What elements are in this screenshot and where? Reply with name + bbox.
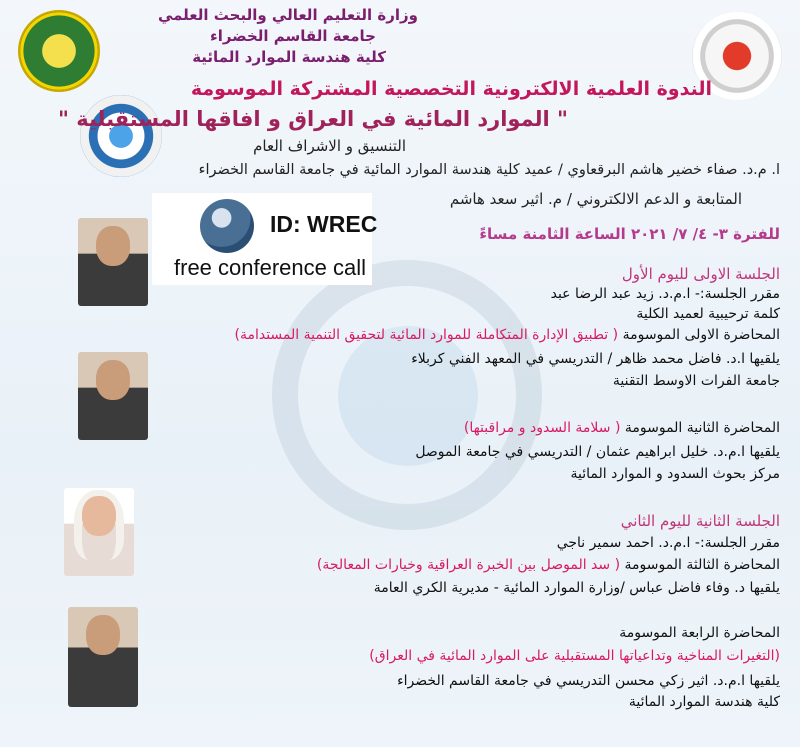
- day1-welcome: كلمة ترحيبية لعميد الكلية: [636, 306, 780, 322]
- speaker-photo-3: [64, 488, 134, 576]
- lecture4-title: (التغيرات المناخية وتداعياتها المستقبلية على الموارد المائية في العراق): [369, 648, 780, 664]
- university-watermark-logo: [272, 260, 542, 530]
- lecture3-speaker: يلقيها د. وفاء فاضل عباس /وزارة الموارد المائية - مديرية الكري العامة: [373, 580, 780, 596]
- ministry-name: وزارة التعليم العالي والبحث العلمي: [157, 6, 418, 24]
- lecture4-speaker: يلقيها ا.م.د. اثير زكي محسن التدريسي في جامعة القاسم الخضراء: [397, 673, 780, 689]
- lecture1-line: [234, 327, 780, 343]
- coordinator-line: ا. م.د. صفاء خضير هاشم البرقعاوي / عميد كلية هندسة الموارد المائية في جامعة القاسم الخضراء: [198, 162, 780, 178]
- lecture3-label: المحاضرة الثالثة الموسومة: [624, 557, 780, 573]
- lecture2-affiliation: مركز بحوث السدود و الموارد المائية: [570, 466, 780, 482]
- period-line: للفترة ٣- ٤/ ٧/ ٢٠٢١ الساعة الثامنة مساءً: [479, 225, 780, 243]
- followup-line: المتابعة و الدعم الالكتروني / م. اثير سعد هاشم: [449, 190, 742, 208]
- lecture1-speaker: يلقيها ا.د. فاضل محمد ظاهر / التدريسي في المعهد الفني كربلاء: [411, 351, 780, 367]
- lecture4-affiliation: كلية هندسة الموارد المائية: [628, 694, 780, 710]
- speaker-photo-2: [78, 352, 148, 440]
- day2-session-title: الجلسة الثانية لليوم الثاني: [620, 512, 780, 530]
- lecture2-line: [464, 420, 780, 436]
- lecture2-title: ( سلامة السدود و مراقبتها): [463, 420, 621, 436]
- conference-id: ID: WREC: [270, 211, 378, 237]
- day1-rapporteur: مقرر الجلسة:- ا.م.د. زيد عبد الرضا عبد: [550, 286, 780, 302]
- symposium-title: الندوة العلمية الالكترونية التخصصية المشتركة الموسومة: [190, 78, 712, 100]
- coordination-label: التنسيق و الاشراف العام: [253, 137, 406, 155]
- university-name: جامعة القاسم الخضراء: [210, 27, 376, 45]
- lecture1-affiliation: جامعة الفرات الاوسط التقنية: [612, 373, 780, 389]
- lecture3-line: [317, 557, 780, 573]
- day1-session-title: الجلسة الاولى لليوم الأول: [621, 265, 780, 283]
- speaker-photo-1: [78, 218, 148, 306]
- speaker-photo-4: [68, 607, 138, 707]
- day2-rapporteur: مقرر الجلسة:- ا.م.د. احمد سمير ناجي: [556, 535, 780, 551]
- lecture1-label: المحاضرة الاولى الموسومة: [622, 327, 780, 343]
- lecture3-title: ( سد الموصل بين الخبرة العراقية وخيارات المعالجة): [316, 557, 621, 573]
- symposium-subtitle: " الموارد المائية في العراق و افاقها المستقبلية ": [57, 107, 568, 131]
- college-name: كلية هندسة الموارد المائية: [192, 48, 386, 66]
- phone-icon: [200, 199, 254, 253]
- lecture4-label: المحاضرة الرابعة الموسومة: [619, 625, 780, 641]
- lecture2-speaker: يلقيها ا.م.د. خليل ابراهيم عثمان / التدريسي في جامعة الموصل: [415, 444, 780, 460]
- lecture2-label: المحاضرة الثانية الموسومة: [624, 420, 780, 436]
- conference-service-name: free conference call: [174, 255, 366, 280]
- lecture1-title: ( تطبيق الإدارة المتكاملة للموارد المائية لتحقيق التنمية المستدامة): [234, 327, 619, 343]
- university-logo: [18, 10, 100, 92]
- conference-call-box: [152, 193, 378, 285]
